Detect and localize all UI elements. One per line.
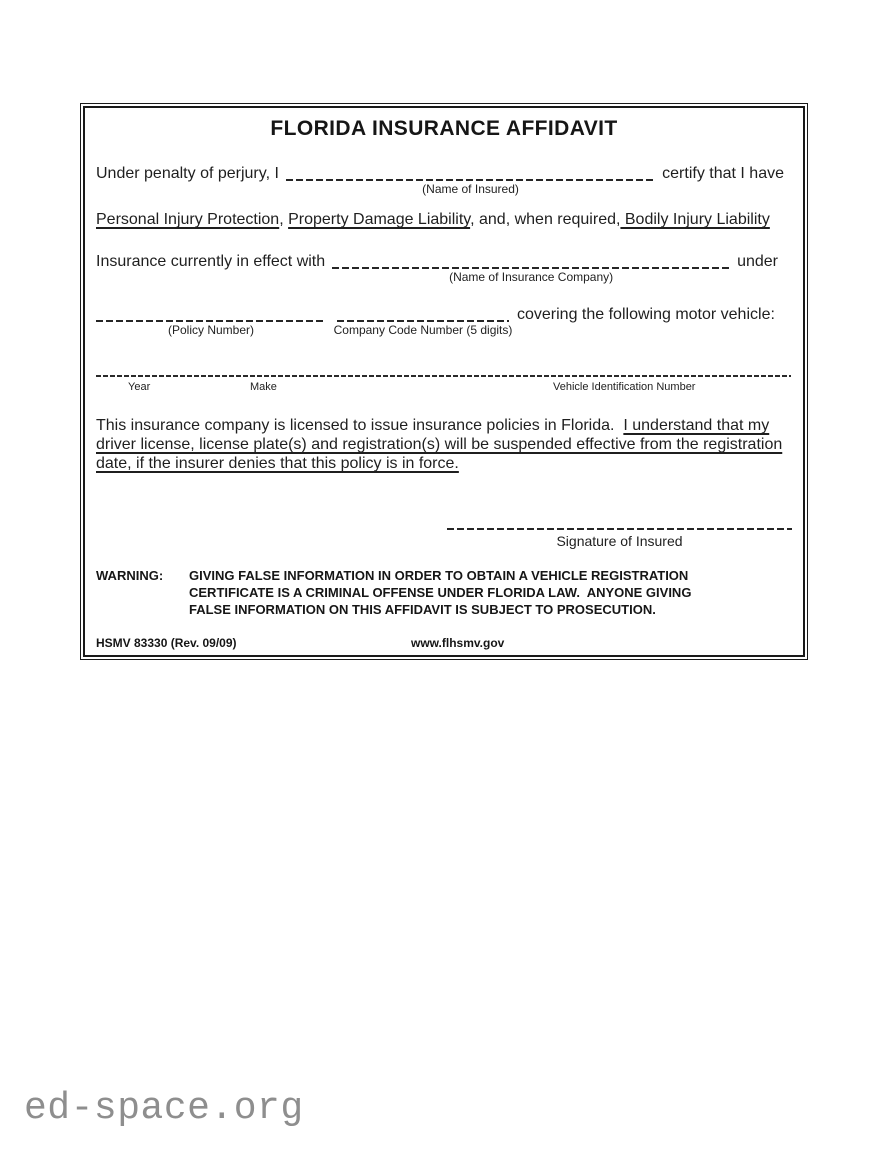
insurer-text-before: Insurance currently in effect with (96, 253, 326, 270)
form-title: FLORIDA INSURANCE AFFIDAVIT (270, 117, 618, 140)
warning-line-2: CERTIFICATE IS A CRIMINAL OFFENSE UNDER FLORIDA LAW. ANYONE GIVING (189, 585, 692, 600)
blank-dashed-line (96, 320, 326, 322)
text-segment: Personal Injury Protection (96, 211, 280, 228)
text-segment: , (279, 211, 289, 228)
insurance-company-caption: (Name of Insurance Company) (449, 270, 614, 284)
signature-block (447, 528, 792, 549)
licensed-paragraph-line-1 (96, 416, 789, 435)
perjury-text-before: Under penalty of perjury, I (96, 165, 279, 182)
blank-dashed-line (337, 320, 509, 322)
warning-label: WARNING: (96, 568, 164, 583)
policy-line (96, 306, 784, 337)
name-of-insured-caption: (Name of Insured) (422, 182, 519, 196)
text-segment: I understand that my (623, 417, 770, 434)
policy-text-after: covering the following motor vehicle: (517, 306, 775, 323)
policy-number-blank (96, 306, 326, 337)
warning-block (96, 567, 784, 618)
affidavit-form (80, 103, 808, 660)
licensed-paragraph-line-2 (96, 435, 789, 454)
policy-number-caption: (Policy Number) (167, 323, 254, 337)
signature-dashed-line (447, 528, 792, 530)
coverage-line (96, 211, 784, 229)
blank-dashed-line (332, 267, 730, 269)
form-number: HSMV 83330 (Rev. 09/09) (96, 636, 237, 650)
insurer-text-after: under (737, 253, 778, 270)
watermark: ed-space.org (24, 1087, 304, 1130)
warning-line-1: GIVING FALSE INFORMATION IN ORDER TO OBTAIN A VEHICLE REGISTRATION (189, 568, 689, 583)
signature-caption: Signature of Insured (556, 533, 683, 549)
make-label: Make (250, 381, 277, 393)
warning-line-3: FALSE INFORMATION ON THIS AFFIDAVIT IS SUBJECT TO PROSECUTION. (189, 602, 656, 617)
vehicle-dashed-line (96, 375, 791, 377)
licensed-paragraph (96, 416, 789, 473)
vin-label: Vehicle Identification Number (553, 381, 696, 393)
text-segment: Bodily Injury Liability (620, 211, 770, 228)
vehicle-labels (96, 381, 788, 397)
text-segment: Property Damage Liability (288, 211, 471, 228)
text-segment: driver license, license plate(s) and registration(s) will be suspended effective from the registration (96, 436, 783, 453)
website-text: www.flhsmv.gov (411, 636, 505, 650)
warning-text (189, 567, 691, 618)
perjury-line (96, 165, 784, 196)
perjury-text-after: certify that I have (662, 165, 784, 182)
company-code-blank (333, 306, 513, 337)
text-segment: date, if the insurer denies that this policy is in force. (96, 455, 459, 472)
company-code-caption: Company Code Number (5 digits) (333, 323, 513, 337)
licensed-paragraph-line-3 (96, 454, 789, 473)
insurance-company-blank (332, 253, 730, 284)
text-segment: , and, when required, (470, 211, 621, 228)
blank-dashed-line (286, 179, 655, 181)
name-of-insured-blank (286, 165, 655, 196)
insurer-line (96, 253, 778, 284)
year-label: Year (128, 381, 151, 393)
text-segment: This insurance company is licensed to issue insurance policies in Florida. (96, 417, 624, 434)
